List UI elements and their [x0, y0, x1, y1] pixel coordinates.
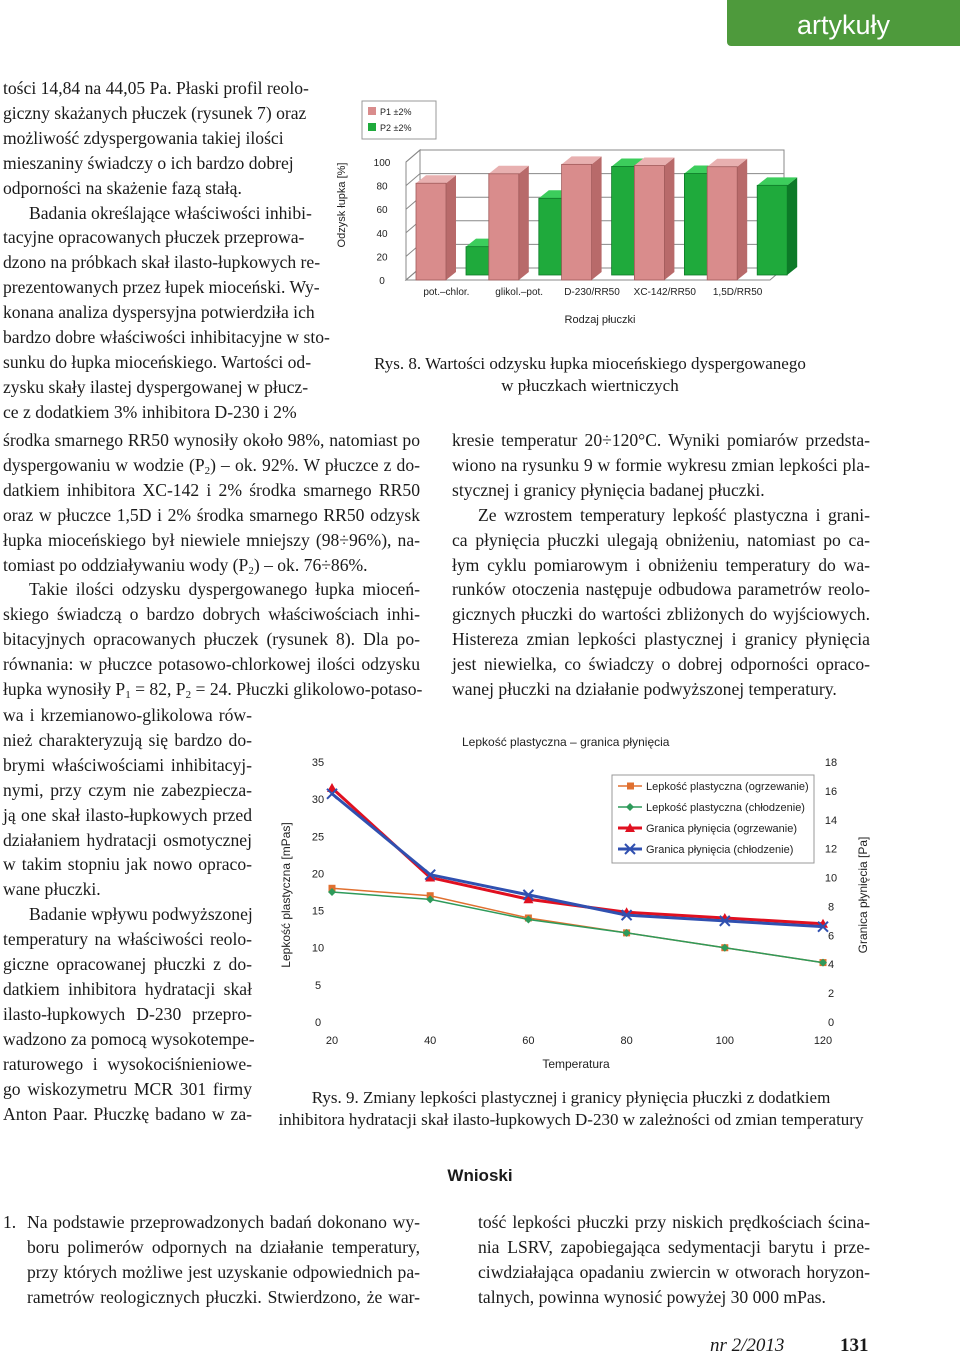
text-line: sunku do łupka mioceńskiego. Wartości od- [3, 351, 312, 372]
x-tick-label: 20 [325, 1035, 339, 1047]
x-tick-label: 120 [813, 1035, 833, 1047]
section-tag: artykuły [727, 0, 960, 46]
y-tick-label: 60 [376, 205, 388, 217]
legend-swatch [368, 123, 376, 131]
x-tick-label: 60 [522, 1035, 535, 1047]
x-tick-label: 100 [715, 1035, 734, 1047]
conclusion-number: 1. [3, 1212, 17, 1232]
text-line: możliwość zdyspergowania takiej ilości [3, 127, 284, 148]
text-line: skiego świadczą o bardzo dobrych właściwościach inhi- [3, 604, 420, 625]
y2-tick-label: 16 [824, 785, 838, 798]
text-line: zysku skały ilastej dyspergowanej w płucz- [3, 376, 309, 397]
figure-9-caption: Rys. 9. Zmiany lepkości plastycznej i granicy płynięcia płuczki z dodatkiem inhibitora hydratacji skał ilasto-łupkowych D-230 w zależności od zmian temperatury [278, 1088, 864, 1129]
bar [757, 185, 787, 275]
x-tick-label: D-230/RR50 [564, 287, 620, 298]
text-line: boru polimerów odpornych na działanie temperatury, [27, 1236, 420, 1257]
text-line: Ze wzrostem temperatury lepkość plastyczna i grani- [478, 504, 870, 525]
text-line: nymi, przy czym nie zabezpiecza- [3, 779, 252, 800]
y-tick-label: 30 [311, 794, 325, 807]
legend [362, 101, 436, 139]
text-line: nież charakteryzują się bardzo do- [3, 729, 252, 750]
text-line: stycznej i granicy płynięcia badanej płuczki. [452, 479, 765, 500]
text-line: prezentowanych przez łupek mioceński. Wy- [3, 277, 320, 298]
bar-side [592, 156, 602, 280]
bar-side [519, 166, 529, 280]
legend-label: P2 ±2% [380, 123, 412, 133]
y2-tick-label: 12 [824, 843, 838, 856]
bar [489, 174, 519, 280]
text-line: wadzono za pomocą wysokotempe- [3, 1028, 255, 1049]
text-line: giczny skażanych płuczek (rysunek 7) oraz [3, 102, 307, 123]
legend-marker [627, 783, 634, 790]
conclusion-left [27, 1210, 420, 1310]
x-axis-label: Rodzaj płuczki [564, 314, 636, 326]
text-line: nia LSRV, zapobiegająca sedymentacji barytu i prze- [478, 1236, 870, 1257]
legend [612, 775, 814, 863]
x-tick-label: 40 [424, 1035, 437, 1047]
conclusion-right [478, 1210, 870, 1310]
text-line: Anton Paar. Płuczkę badano w za- [3, 1103, 252, 1124]
chart-title: Lepkość plastyczna – granica płynięcia [462, 735, 670, 749]
y2-tick-label: 18 [824, 757, 838, 769]
x-tick-label: 1,5D/RR50 [712, 287, 763, 298]
figure-8-bar-chart [290, 95, 810, 335]
y2-tick-label: 0 [827, 1017, 835, 1029]
text-line: giczne opracowanej płuczki z do- [3, 954, 252, 975]
text-line: środka smarnego RR50 wynosiły około 98%, natomiast po [3, 430, 420, 450]
figure-9-line-chart [270, 725, 890, 1080]
y-axis-label: Lepkość plastyczna [mPas] [279, 822, 293, 968]
text-line: talnych, powinna wynosić powyżej 30 000 mPas. [478, 1286, 826, 1307]
text-line: gicznych płuczki do wartości zbliżonych do wyjściowych. [452, 604, 870, 625]
text-line: bardzo dobre właściwości inhibitacyjne w sto- [3, 327, 330, 348]
conclusions-heading: Wnioski [447, 1166, 513, 1185]
y-tick-label: 40 [376, 228, 388, 240]
text-line: Takie ilości odzysku dyspergowanego łupka mioceń- [29, 579, 420, 600]
text-line: dzono na próbkach skał ilasto-łupkowych re- [3, 252, 321, 273]
y2-tick-label: 4 [827, 959, 835, 972]
y-tick-label: 0 [379, 276, 385, 287]
text-line: Histereza zmian lepkości plastycznej i granicy płynięcia [452, 629, 870, 650]
legend-label: P1 ±2% [380, 107, 412, 117]
text-line: Na podstawie przeprowadzonych badań dokonano wy- [27, 1212, 420, 1232]
text-line: go wiskozymetru MCR 301 firmy [3, 1078, 252, 1099]
text-line: brymi właściwościami inhibitacyj- [3, 754, 252, 775]
bar-side [787, 177, 797, 275]
y-tick-label: 35 [311, 757, 325, 769]
y2-axis-label: Granica płynięcia [Pa] [856, 836, 870, 954]
text-line: tomiast po oddziaływaniu wody $(P_2)$ – ok. 76÷86%. [3, 554, 368, 577]
x-tick-label: XC-142/RR50 [633, 287, 696, 298]
bar-side [664, 158, 674, 280]
text-line: ciwdziałająca opadaniu zwiercin w otworach horyzon- [478, 1261, 870, 1282]
text-line: ce z dodatkiem 3% inhibitora D-230 i 2% [3, 401, 297, 422]
y-tick-label: 80 [376, 181, 388, 193]
x-axis-label: Temperatura [542, 1057, 610, 1071]
text-line: ilasto-łupkowych D-230 przepro- [3, 1003, 252, 1024]
text-line: datkiem inhibitora XC-142 i 2% środka smarnego RR50 [3, 479, 420, 500]
x-tick-label: pot.–chlor. [423, 287, 470, 298]
text-line: Badania określające właściwości inhibi- [29, 202, 312, 223]
legend-label: Granica płynięcia (chłodzenie) [646, 844, 794, 856]
left-column-top [3, 76, 330, 425]
wide-paragraph [3, 428, 423, 702]
y-axis-label: Odzysk łupka [%] [336, 162, 348, 248]
text-line: kresie temperatur 20÷120°C. Wyniki pomiarów przedsta- [452, 430, 870, 450]
text-line: ją one skał ilasto-łupkowych przed [3, 804, 252, 825]
text-line: w takim stopniu jak nowo opraco- [3, 854, 252, 875]
y-tick-label: 10 [311, 942, 325, 955]
bar [562, 164, 592, 280]
legend-label: Granica płynięcia (ogrzewanie) [646, 823, 798, 835]
y-tick-label: 0 [314, 1017, 322, 1029]
text-line: Badanie wpływu podwyższonej [29, 904, 253, 925]
bar [707, 167, 737, 280]
y2-tick-label: 6 [827, 930, 835, 943]
bar-side [446, 175, 456, 280]
x-tick-label: 80 [620, 1035, 633, 1047]
legend-label: Lepkość plastyczna (chłodzenie) [646, 802, 805, 814]
text-line: łupka wynosiły $P_1 = 82$, $P_2 = 24$. Płuczki glikolowo-potaso- [3, 679, 423, 702]
text-line: bitacyjnych opracowanych płuczek (rysunek 8). Dla po- [3, 629, 420, 650]
y-tick-label: 100 [373, 158, 391, 169]
text-line: wane płuczki. [3, 879, 101, 900]
text-line: raturowego i wysokociśnieniowe- [3, 1053, 252, 1074]
text-line: wa i krzemianowo-glikolowa rów- [3, 705, 252, 725]
legend-swatch [368, 107, 376, 115]
text-line: łym cyklu pomiarowym i obniżeniu temperatury do wa- [452, 554, 870, 575]
text-line: łupka mioceńskiego był niewiele mniejszy (98÷96%), na- [3, 529, 420, 550]
text-line: jest niewielka, co świadczy o dobrej odporności opraco- [452, 654, 870, 675]
text-line: tości 14,84 na 44,05 Pa. Płaski profil reolo- [3, 78, 309, 98]
y-tick-label: 5 [314, 979, 322, 992]
text-line: wanej płuczki na działanie podwyższonej temperatury. [452, 679, 837, 700]
text-line: oraz w płuczce 1,5D i 2% środka smarnego RR50 odzysk [3, 504, 420, 525]
bar-side [737, 159, 747, 280]
text-line: konana analiza dyspersyjna potwierdziła ich [3, 302, 315, 323]
text-line: równania: w płuczce potasowo-chlorkowej ilości odzysku [3, 654, 420, 675]
bar [416, 183, 446, 280]
text-line: ca płynięcia płuczki ulegają obniżeniu, natomiast po ca- [452, 529, 870, 550]
text-line: temperatury na właściwości reolo- [3, 929, 252, 950]
bar [634, 166, 664, 280]
y-tick-label: 20 [311, 868, 325, 881]
text-line: tacyjne opracowanych płuczek przeprowa- [3, 227, 305, 248]
text-line: tość lepkości płuczki przy niskich prędkościach ścina- [478, 1212, 870, 1232]
y-tick-label: 15 [311, 905, 325, 918]
text-line: działaniem hydratacji osmotycznej [3, 829, 252, 850]
y2-tick-label: 8 [827, 901, 835, 914]
narrow-column [3, 703, 255, 1126]
y2-tick-label: 2 [827, 988, 835, 1001]
y2-tick-label: 14 [824, 814, 838, 827]
text-line: przy których możliwe jest uzyskanie odpowiednich pa- [27, 1261, 420, 1282]
legend-label: Lepkość plastyczna (ogrzewanie) [646, 781, 809, 793]
text-line: datkiem inhibitora hydratacji skał [3, 978, 252, 999]
text-line: rametrów reologicznych płuczki. Stwierdzono, że war- [27, 1286, 420, 1307]
y2-tick-label: 10 [824, 872, 838, 885]
x-tick-label: glikol.–pot. [495, 287, 544, 298]
right-column [452, 428, 870, 702]
text-line: odporności na skażenie fazą stałą. [3, 177, 242, 198]
text-line: mieszaniny świadczy o ich bardzo dobrej [3, 152, 294, 173]
series-line [332, 892, 823, 963]
text-line: dyspergowaniu w wodzie $(P_2)$ – ok. 92%. W płuczce z do- [3, 454, 420, 477]
text-line: runków otoczenia następuje odbudowa parametrów reolo- [452, 579, 870, 600]
text-line: wiono na rysunku 9 w formie wykresu zmian lepkości pla- [452, 454, 870, 475]
footer-issue: nr 2/2013 [710, 1335, 785, 1356]
y-tick-label: 20 [376, 252, 388, 264]
y-tick-label: 25 [311, 831, 325, 844]
page-number: 131 [840, 1335, 869, 1356]
figure-8-caption: Rys. 8. Wartości odzysku łupka mioceńskiego dyspergowanego w płuczkach wiertniczych [374, 354, 806, 395]
